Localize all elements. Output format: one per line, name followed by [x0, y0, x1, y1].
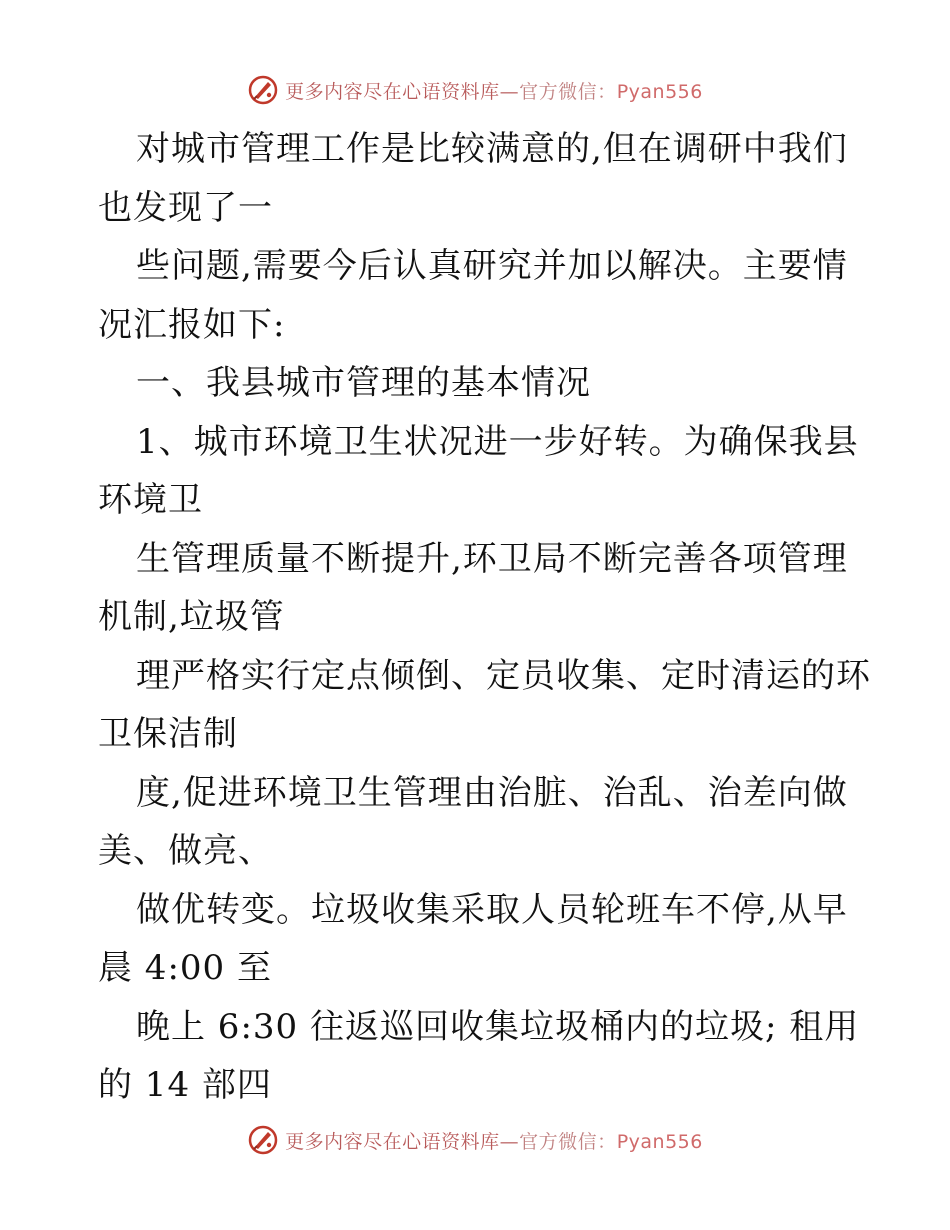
text-line: 理严格实行定点倾倒、定员收集、定时清运的环	[136, 655, 871, 696]
text-line: 的 14 部四	[98, 1065, 272, 1105]
text-line: 也发现了一	[98, 187, 273, 228]
watermark-official-label: 官方微信：	[519, 1130, 617, 1153]
text-line: 度,促进环境卫生管理由治脏、治乱、治差向做	[136, 772, 848, 813]
watermark-text	[285, 1127, 703, 1154]
text-line: 美、做亮、	[98, 831, 273, 871]
quill-pen-logo-icon	[247, 1124, 279, 1156]
text-line: 环境卫	[98, 480, 203, 520]
text-line: 晨 4:00 至	[98, 948, 272, 988]
watermark-site-name: 更多内容尽在心语资料库	[285, 80, 500, 103]
text-line: 机制,垃圾管	[98, 597, 285, 637]
footer-watermark	[0, 1120, 950, 1160]
watermark-wechat-id: Pyan556	[616, 80, 703, 103]
text-line: 晚上 6:30 往返巡回收集垃圾桶内的垃圾; 租用	[136, 1006, 860, 1047]
text-line: 生管理质量不断提升,环卫局不断完善各项管理	[136, 538, 848, 579]
watermark-site-name: 更多内容尽在心语资料库	[285, 1130, 500, 1153]
document-body	[98, 120, 871, 1115]
text-line: 些问题,需要今后认真研究并加以解决。主要情	[136, 246, 848, 286]
text-line: 做优转变。垃圾收集采取人员轮班车不停,从早	[136, 889, 848, 930]
header-watermark	[0, 70, 950, 110]
text-line: 1、城市环境卫生状况进一步好转。为确保我县	[136, 421, 859, 462]
text-line: 况汇报如下:	[98, 304, 286, 345]
watermark-dash: —	[499, 80, 520, 103]
text-line: 一、我县城市管理的基本情况	[136, 363, 591, 403]
text-line: 卫保洁制	[98, 714, 238, 754]
watermark-dash: —	[499, 1130, 520, 1153]
text-line: 对城市管理工作是比较满意的,但在调研中我们	[136, 129, 848, 169]
quill-pen-logo-icon	[247, 74, 279, 106]
watermark-wechat-id: Pyan556	[616, 1130, 703, 1153]
watermark-official-label: 官方微信：	[519, 80, 617, 103]
watermark-text	[285, 77, 703, 104]
